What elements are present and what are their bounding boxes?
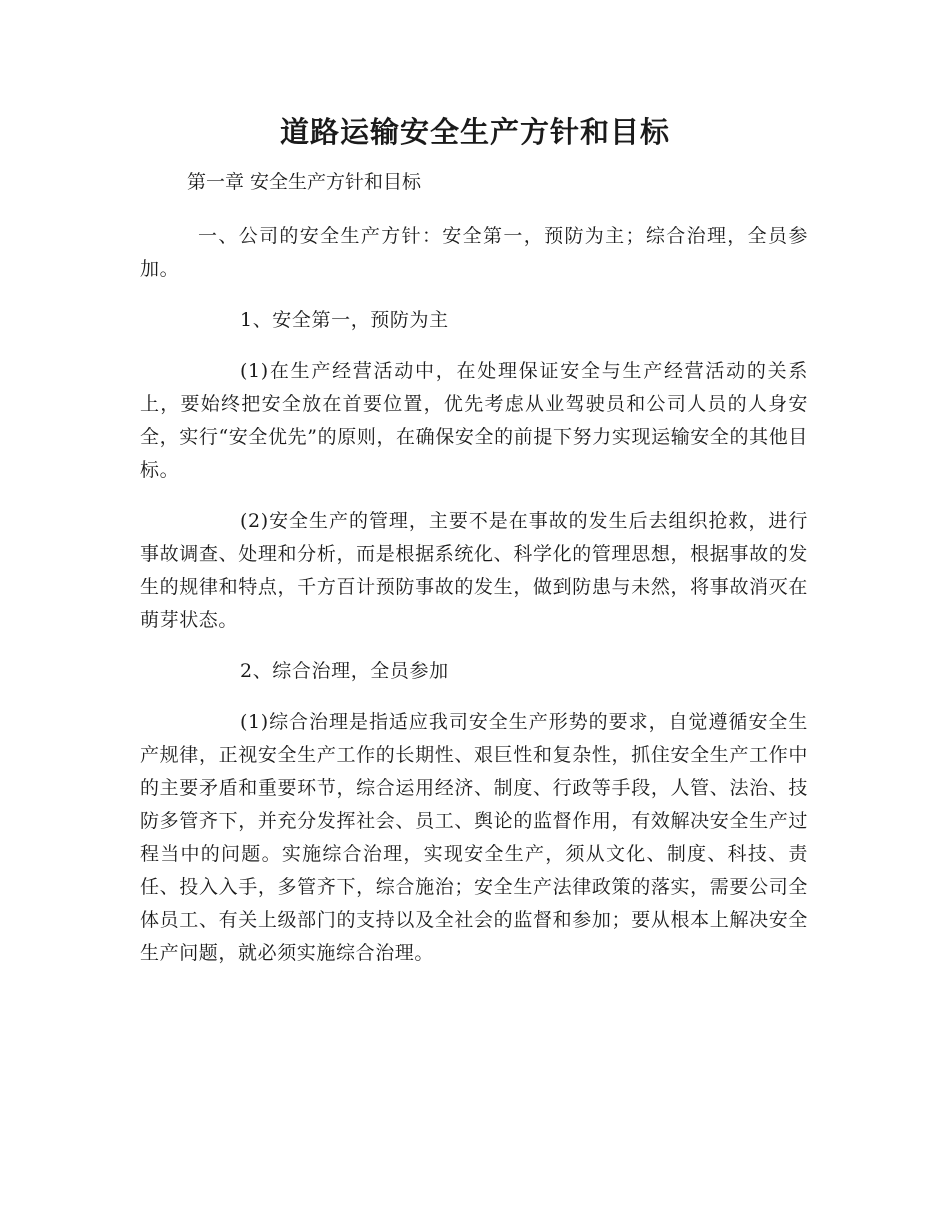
paragraph-comprehensive-governance-1: (1)综合治理是指适应我司安全生产形势的要求，自觉遵循安全生产规律，正视安全生产工作的长期性、艰巨性和复杂性，抓住安全生产工作中的主要矛盾和重要环节，综合运用经济、制度、行政等手段，人管、法治、技防多管齐下，并充分发挥社会、员工、舆论的监督作用，有效解决安全生产过程当中的问题。实施综合治理，实现安全生产，须从文化、制度、科技、责任、投入入手，多管齐下，综合施治；安全生产法律政策的落实，需要公司全体员工、有关上级部门的支持以及全社会的监督和参加；要从根本上解决安全生产问题，就必须实施综合治理。: [140, 711, 808, 964]
chapter-heading: 第一章 安全生产方针和目标: [187, 171, 422, 193]
document-body: [140, 220, 808, 970]
paragraph-safety-first-2: (2)安全生产的管理，主要不是在事故的发生后去组织抢救，进行事故调查、处理和分析，而是根据系统化、科学化的管理思想，根据事故的发生的规律和特点，千方百计预防事故的发生，做到防患与未然，将事故消灭在萌芽状态。: [140, 510, 808, 631]
document-title: 道路运输安全生产方针和目标: [279, 115, 670, 149]
section-heading-comprehensive-governance: 2、综合治理，全员参加: [240, 660, 449, 682]
section-heading-safety-first: 1、安全第一，预防为主: [240, 309, 449, 331]
policy-paragraph: 一、公司的安全生产方针：安全第一，预防为主；综合治理，全员参加。: [140, 225, 808, 280]
paragraph-safety-first-1: (1)在生产经营活动中，在处理保证安全与生产经营活动的关系上，要始终把安全放在首要位置，优先考虑从业驾驶员和公司人员的人身安全，实行“安全优先”的原则，在确保安全的前提下努力实现运输安全的其他目标。: [140, 360, 808, 481]
